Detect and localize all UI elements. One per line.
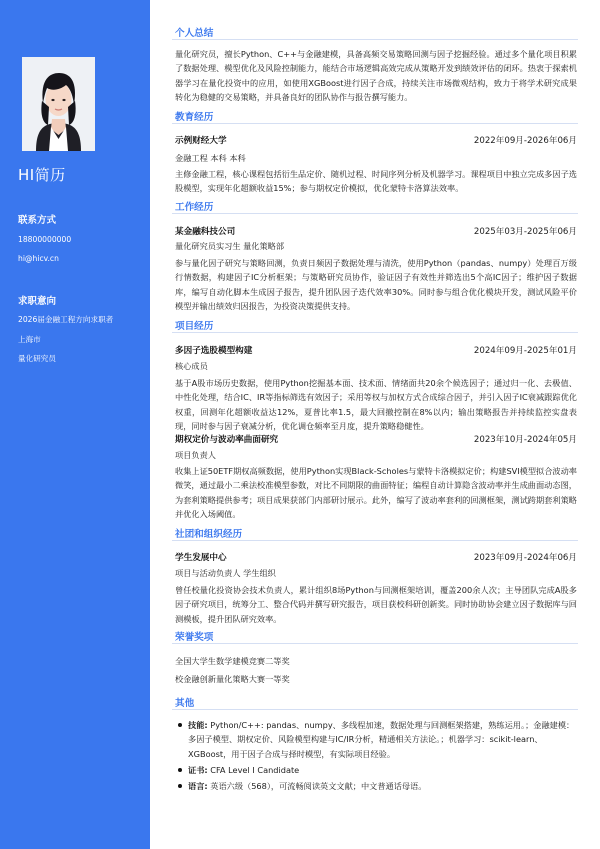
campus-section-title — [172, 525, 578, 541]
campus-org: 学生发展中心 — [175, 553, 227, 563]
skill-text: Python/C++: pandas、numpy、多线程加速，数据处理与回测框架搭建，熟练运用。；金融建模：多因子模型、期权定价、风险模型构建与IC/IR分析，精通相关方法论。；机器学习：scikit-learn、XGBoost，用于因子合成与择时模型，有实际项目经验。 — [188, 720, 575, 759]
contact-email: hi@hicv.cn — [18, 254, 59, 263]
sidebar — [0, 0, 150, 849]
work-text: 参与量化因子研究与策略回测，负责日频因子数据处理与清洗，使用Python（pandas、numpy）处理百万级行情数据，构建因子IC分析框架；与策略研究员协作，验证因子有效性并筛选出5个高IC因子；维护因子数据库，编写自动化脚本生成因子报告，提升团队因子迭代效率30%。同时参与组合优化模块开发，测试风险平价模型并输出绩效归因报告，为投资决策提供支持。 — [175, 258, 577, 311]
contact-phone: 18800000000 — [18, 235, 72, 244]
education-school: 示例财经大学 — [175, 136, 227, 146]
education-row — [175, 134, 577, 146]
summary-section-title — [172, 24, 578, 40]
project-name: 多因子选股模型构建 — [175, 346, 253, 356]
work-heading: 工作经历 — [175, 202, 214, 213]
campus-subtitle: 项目与活动负责人 学生组织 — [175, 568, 276, 578]
intent-item: 2026届金融工程方向求职者 — [18, 315, 114, 324]
other-list — [177, 718, 577, 795]
project-role: 核心成员 — [175, 361, 208, 371]
list-item — [177, 763, 577, 777]
project-date: 2024年09月-2025年01月 — [473, 346, 577, 356]
project-text: 基于A股市场历史数据，使用Python挖掘基本面、技术面、情绪面共20余个候选因子；通过归一化、去极值、中性化处理，结合IC、IR等指标筛选有效因子；采用等权与加权方式合成综合因子，并引入因子IC衰减跟踪优化权重，回测年化超额收益达12%，夏普比率1.5，最大回撤控制在8%以内；输出策略报告并持续监控实盘表现，同时参与因子衰减分析，优化调仓频率至月度，提升策略稳健性。 — [175, 378, 577, 431]
work-subtitle: 量化研究员实习生 量化策略部 — [175, 241, 285, 251]
projects-heading: 项目经历 — [175, 321, 214, 332]
education-subtitle: 金融工程 本科 本科 — [175, 153, 246, 163]
language-label: 语言: — [188, 781, 208, 792]
project-name: 期权定价与波动率曲面研究 — [175, 435, 279, 445]
projects-section-title — [172, 317, 578, 333]
project-role: 项目负责人 — [175, 450, 216, 460]
other-section-title — [172, 694, 578, 710]
resume-name: HI简历 — [18, 166, 66, 184]
campus-text: 曾任校量化投资协会技术负责人，累计组织8场Python与回测框架培训，覆盖200余人次；主导团队完成A股多因子研究项目，统筹分工、整合代码并撰写研究报告，项目获校科研创新奖。同时协助协会建立因子数据库与回测模板，提升团队研究效率。 — [175, 585, 577, 624]
award-item: 校金融创新量化策略大赛一等奖 — [175, 674, 290, 684]
skill-label: 技能: — [188, 720, 208, 730]
work-row — [175, 225, 577, 237]
other-heading: 其他 — [175, 698, 195, 709]
project-date: 2023年10月-2024年05月 — [473, 435, 577, 445]
award-item: 全国大学生数学建模竞赛二等奖 — [175, 656, 290, 666]
work-section-title — [172, 198, 578, 214]
work-company: 某金融科技公司 — [175, 227, 236, 237]
education-date: 2022年09月-2026年06月 — [473, 136, 577, 146]
campus-row — [175, 551, 577, 563]
list-item — [177, 779, 577, 793]
language-text: 英语六级（568），可流畅阅读英文文献；中文普通话母语。 — [207, 781, 427, 792]
education-heading: 教育经历 — [175, 112, 214, 123]
work-date: 2025年03月-2025年06月 — [473, 227, 577, 237]
cert-label: 证书: — [188, 764, 208, 775]
project-text: 收集上证50ETF期权高频数据，使用Python实现Black-Scholes与蒙特卡洛模拟定价；构建SVI模型拟合波动率微笑，通过最小二乘法校准模型参数，对比不同期限的曲面特征；编程自动计算隐含波动率并生成曲面动态图，为套利策略提供参考；项目成果获部门内部研讨展示。此外，编写了波动率套利的回测框架，测试跨期套利策略并优化入场阈值。 — [175, 466, 577, 519]
intent-heading: 求职意向 — [18, 296, 57, 307]
education-text: 主修金融工程，核心课程包括衍生品定价、随机过程、时间序列分析及机器学习。课程项目中独立完成多因子选股模型，实现年化超额收益15%；参与期权定价模拟，优化蒙特卡洛算法效率。 — [175, 169, 577, 194]
campus-heading: 社团和组织经历 — [175, 529, 243, 540]
intent-item: 上海市 — [18, 335, 41, 344]
profile-photo — [22, 57, 95, 151]
intent-item: 量化研究员 — [18, 354, 56, 363]
awards-heading: 荣誉奖项 — [175, 632, 214, 643]
cert-text: CFA Level I Candidate — [207, 764, 300, 775]
project-row — [175, 433, 577, 445]
summary-heading: 个人总结 — [175, 28, 214, 39]
project-row — [175, 344, 577, 356]
list-item — [177, 718, 577, 761]
campus-date: 2023年09月-2024年06月 — [473, 553, 577, 563]
education-section-title — [172, 108, 578, 124]
contact-heading: 联系方式 — [18, 215, 57, 226]
summary-text: 量化研究员，擅长Python、C++与金融建模，具备高频交易策略回测与因子挖掘经验。通过多个量化项目积累了数据处理、模型优化及风险控制能力，能结合市场逻辑高效完成从策略开发到绩效评估的闭环。热衷于探索机器学习在量化投资中的应用，如使用XGBoost进行因子合成，持续关注市场微观结构，致力于将学术研究成果转化为稳健的交易策略，并具备良好的团队协作与报告撰写能力。 — [175, 49, 577, 102]
awards-section-title — [172, 628, 578, 644]
